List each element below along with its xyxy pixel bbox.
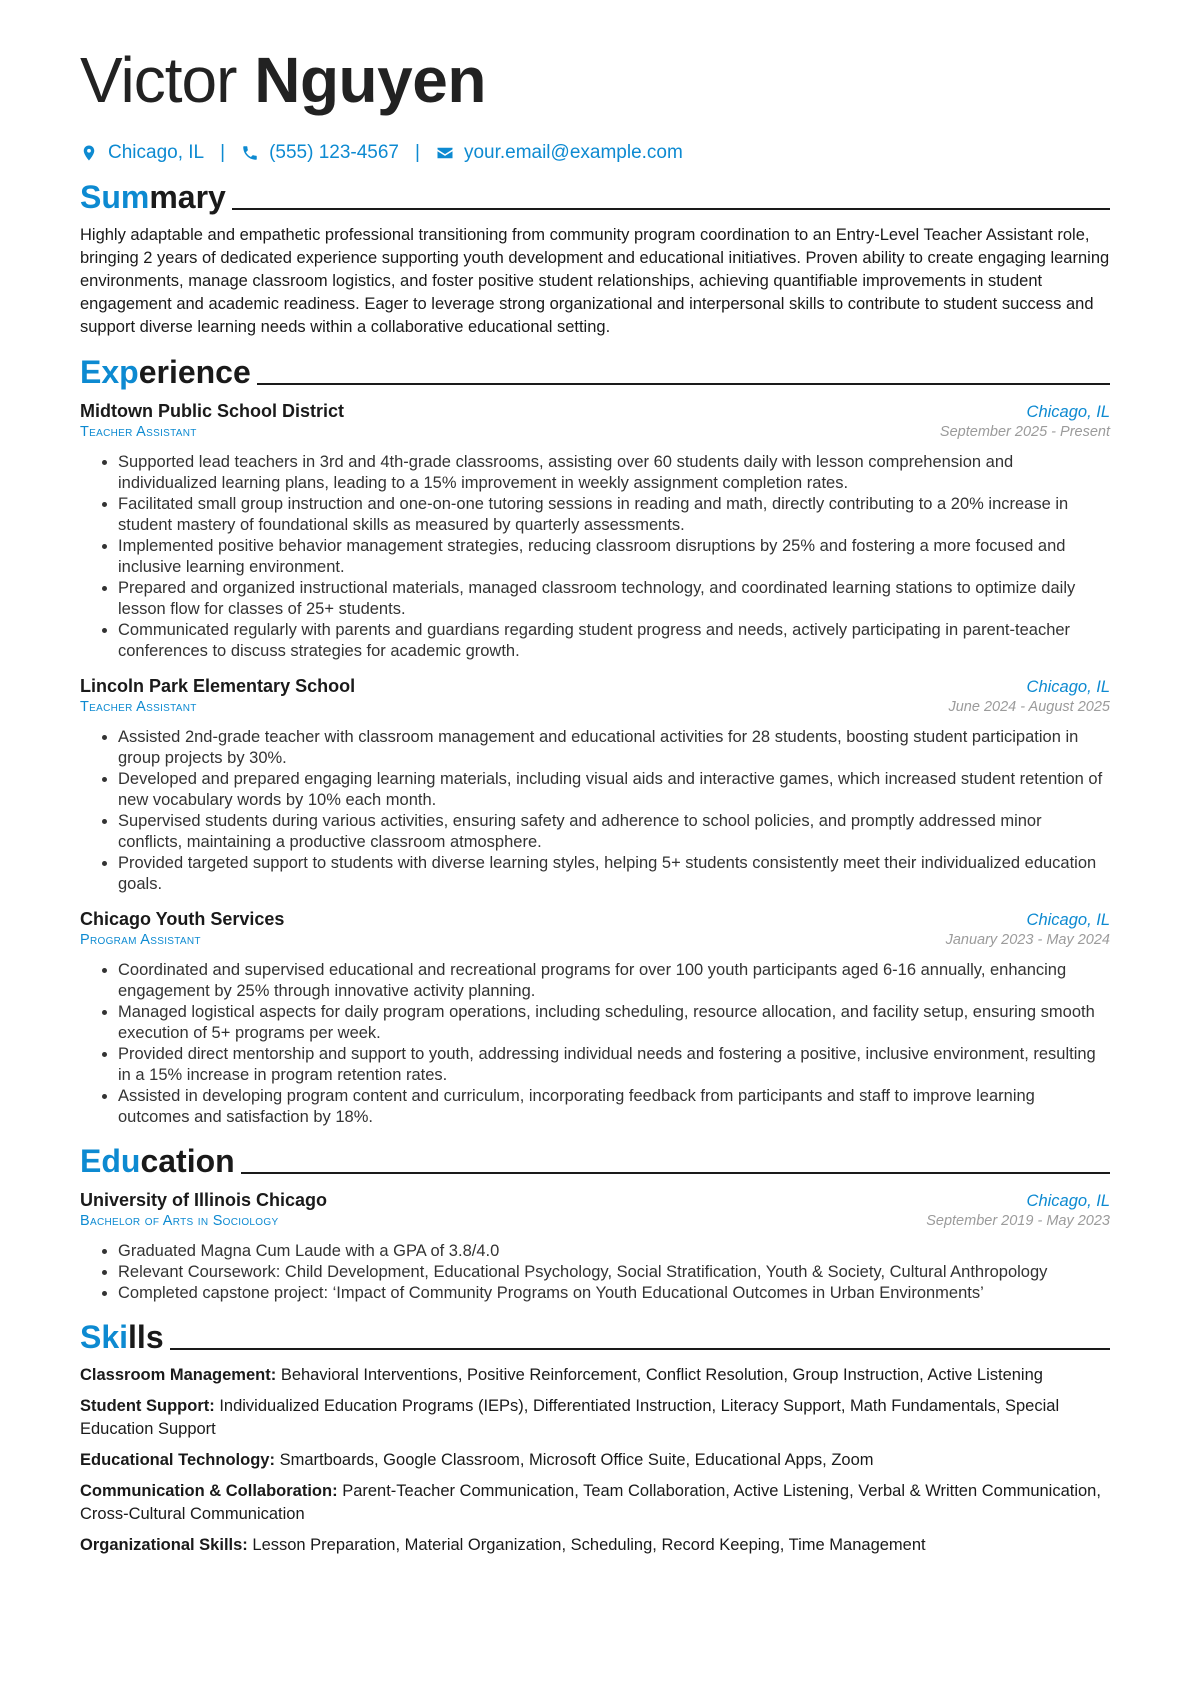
email-text: your.email@example.com — [463, 142, 683, 163]
skill-row — [80, 1449, 1110, 1472]
summary-heading — [80, 178, 226, 216]
skill-row — [80, 1395, 1110, 1441]
school-location: Chicago, IL — [1026, 1192, 1110, 1210]
candidate-name — [80, 40, 1110, 120]
job-location: Chicago, IL — [1026, 678, 1110, 696]
map-pin-icon — [80, 144, 98, 162]
experience-entry — [80, 676, 1110, 895]
skill-values: Smartboards, Google Classroom, Microsoft Office Suite, Educational Apps, Zoom — [279, 1451, 874, 1469]
job-title: Teacher Assistant — [80, 424, 197, 440]
heading-rest: mary — [149, 179, 226, 215]
bullet-item: • Implemented positive behavior management strategies, reducing classroom disruptions by 25% and fostering a more focused and inclusive learning environment. — [118, 536, 1110, 578]
heading-rest: erience — [138, 354, 251, 390]
bullet-item: • Completed capstone project: ‘Impact of Community Programs on Youth Educational Outcomes in Urban Environments’ — [118, 1283, 1110, 1304]
summary-text: Highly adaptable and empathetic professional transitioning from community program coordination to an Entry-Level Teacher Assistant role, bringing 2 years of dedicated experience supporting youth development and educational initiatives. Proven ability to create engaging learning environments, manage classroom logistics, and foster positive student relationships, achieving quantifiable improvements in student engagement and academic readiness. Eager to leverage strong organizational and interpersonal skills to contribute to student success and support diverse learning needs within a collaborative educational setting. — [80, 226, 1110, 336]
bullet-item: • Provided direct mentorship and support to youth, addressing individual needs and fostering a positive, inclusive environment, resulting in a 15% increase in program retention rates. — [118, 1044, 1110, 1086]
job-dates: June 2024 - August 2025 — [948, 699, 1110, 715]
education-dates: September 2019 - May 2023 — [926, 1213, 1110, 1229]
skills-heading — [80, 1318, 164, 1356]
heading-accent: Ski — [80, 1319, 129, 1355]
employer-name: Chicago Youth Services — [80, 909, 285, 929]
phone-contact[interactable] — [241, 142, 399, 164]
bullet-item: • Relevant Coursework: Child Development, Educational Psychology, Social Stratification, Youth & Society, Cultural Anthropology — [118, 1262, 1110, 1283]
bullet-item: • Facilitated small group instruction and one-on-one tutoring sessions in reading and math, directly contributing to a 20% increase in student mastery of foundational skills as measured by quarterly assessments. — [118, 494, 1110, 536]
heading-accent: Edu — [80, 1143, 141, 1179]
education-entry — [80, 1190, 1110, 1304]
bullet-item: • Graduated Magna Cum Laude with a GPA of 3.8/4.0 — [118, 1241, 1110, 1262]
school-name: University of Illinois Chicago — [80, 1190, 328, 1210]
job-location: Chicago, IL — [1026, 911, 1110, 929]
skill-row — [80, 1480, 1110, 1526]
envelope-icon — [436, 144, 454, 162]
job-title: Program Assistant — [80, 932, 201, 948]
skill-row — [80, 1364, 1110, 1387]
section-divider — [241, 1172, 1110, 1174]
section-divider — [170, 1348, 1110, 1350]
skill-category: Classroom Management: — [80, 1366, 277, 1384]
skill-values: Individualized Education Programs (IEPs), Differentiated Instruction, Literacy Support, Math Fundamentals, Special Education Support — [80, 1397, 1060, 1438]
experience-entry — [80, 401, 1110, 662]
job-bullets — [80, 452, 1110, 662]
heading-rest: cation — [140, 1143, 235, 1179]
bullet-item: • Supported lead teachers in 3rd and 4th-grade classrooms, assisting over 60 students daily with lesson comprehension and individualized learning plans, leading to a 15% improvement in weekly assignment completion rates. — [118, 452, 1110, 494]
phone-icon — [241, 144, 259, 162]
phone-text: (555) 123-4567 — [269, 142, 399, 163]
bullet-item: • Supervised students during various activities, ensuring safety and adherence to school policies, and promptly addressed minor conflicts, maintaining a productive classroom atmosphere. — [118, 811, 1110, 853]
heading-accent: Exp — [80, 354, 139, 390]
first-name: Victor — [80, 44, 237, 116]
education-heading — [80, 1142, 235, 1180]
contact-line — [80, 142, 1110, 164]
experience-section-header — [80, 353, 1110, 391]
summary-section-header — [80, 178, 1110, 216]
bullet-item: • Assisted 2nd-grade teacher with classroom management and educational activities for 28 students, boosting student participation in group projects by 30%. — [118, 727, 1110, 769]
skill-category: Student Support: — [80, 1397, 215, 1415]
experience-heading — [80, 353, 251, 391]
section-divider — [257, 383, 1110, 385]
skill-category: Organizational Skills: — [80, 1536, 248, 1554]
email-contact[interactable] — [436, 142, 683, 164]
location-contact — [80, 142, 204, 164]
job-title: Teacher Assistant — [80, 699, 197, 715]
job-bullets — [80, 960, 1110, 1128]
skill-row — [80, 1534, 1110, 1557]
location-text: Chicago, IL — [108, 142, 205, 163]
contact-separator: | — [415, 142, 420, 163]
experience-entry — [80, 909, 1110, 1128]
job-bullets — [80, 727, 1110, 895]
bullet-item: • Coordinated and supervised educational and recreational programs for over 100 youth participants aged 6-16 annually, enhancing engagement by 25% through innovative activity planning. — [118, 960, 1110, 1002]
bullet-item: • Communicated regularly with parents and guardians regarding student progress and needs, actively participating in parent-teacher conferences to discuss strategies for academic growth. — [118, 620, 1110, 662]
bullet-item: • Assisted in developing program content and curriculum, incorporating feedback from participants and staff to improve learning outcomes and satisfaction by 18%. — [118, 1086, 1110, 1128]
skills-section-header — [80, 1318, 1110, 1356]
education-bullets — [80, 1241, 1110, 1304]
skill-values: Parent-Teacher Communication, Team Collaboration, Active Listening, Verbal & Written Communication, Cross-Cultural Communication — [80, 1482, 1101, 1523]
contact-separator: | — [220, 142, 226, 163]
skill-values: Lesson Preparation, Material Organization, Scheduling, Record Keeping, Time Management — [252, 1536, 926, 1554]
bullet-item: • Prepared and organized instructional materials, managed classroom technology, and coordinated learning stations to optimize daily lesson flow for classes of 25+ students. — [118, 578, 1110, 620]
skill-category: Educational Technology: — [80, 1451, 275, 1469]
employer-name: Lincoln Park Elementary School — [80, 676, 356, 696]
bullet-item: • Managed logistical aspects for daily program operations, including scheduling, resource allocation, and facility setup, ensuring smooth execution of 5+ programs per week. — [118, 1002, 1110, 1044]
bullet-item: • Developed and prepared engaging learning materials, including visual aids and interactive games, which increased student retention of new vocabulary words by 10% each month. — [118, 769, 1110, 811]
degree-title: Bachelor of Arts in Sociology — [80, 1213, 279, 1229]
job-dates: September 2025 - Present — [939, 424, 1110, 440]
job-dates: January 2023 - May 2024 — [945, 932, 1110, 948]
job-location: Chicago, IL — [1026, 403, 1110, 421]
section-divider — [232, 208, 1110, 210]
heading-accent: Sum — [80, 179, 150, 215]
skill-values: Behavioral Interventions, Positive Reinforcement, Conflict Resolution, Group Instruction, Active Listening — [280, 1366, 1043, 1384]
bullet-item: • Provided targeted support to students with diverse learning styles, helping 5+ students consistently meet their individualized education goals. — [118, 853, 1110, 895]
last-name: Nguyen — [254, 44, 486, 116]
education-section-header — [80, 1142, 1110, 1180]
employer-name: Midtown Public School District — [80, 401, 345, 421]
skill-category: Communication & Collaboration: — [80, 1482, 338, 1500]
heading-rest: lls — [128, 1319, 164, 1355]
skills-list — [80, 1364, 1110, 1557]
